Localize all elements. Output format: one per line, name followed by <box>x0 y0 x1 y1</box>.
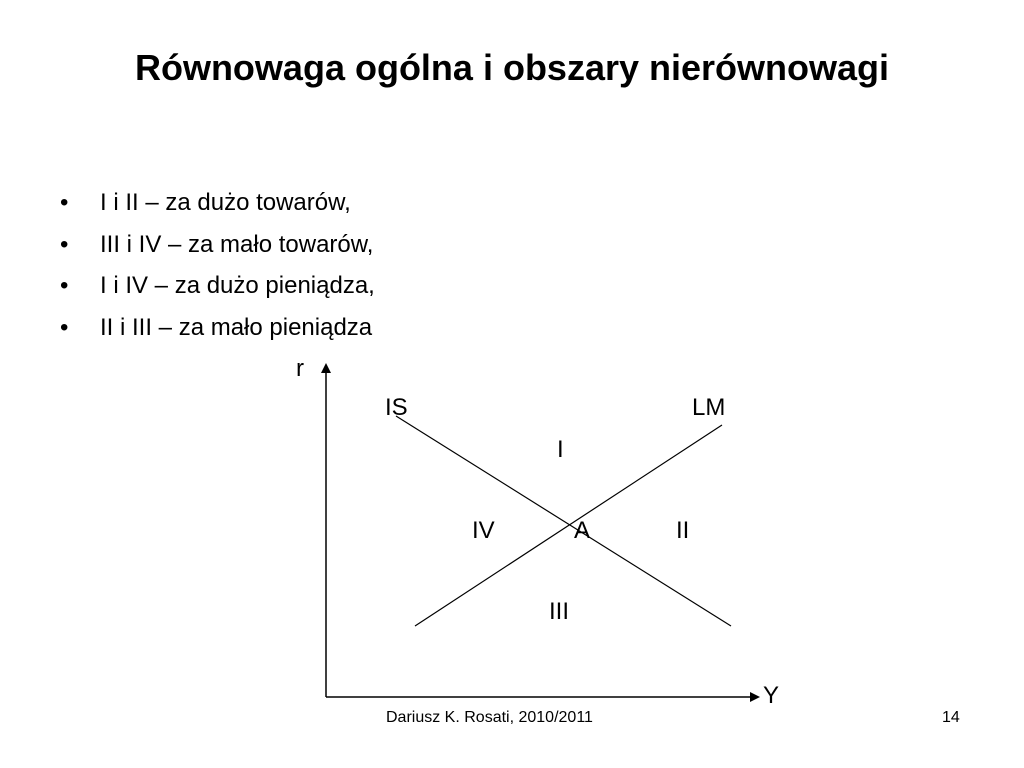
bullet-symbol: • <box>60 189 69 216</box>
footer-author: Dariusz K. Rosati, 2010/2011 <box>386 709 593 726</box>
bullet-symbol: • <box>60 230 69 258</box>
is-curve-label: IS <box>385 394 408 421</box>
region-label-right: II <box>676 517 690 544</box>
page-number: 14 <box>942 709 960 726</box>
bullet-text: I i IV – za dużo pieniądza, <box>100 272 375 299</box>
y-axis-label: r <box>296 355 304 382</box>
region-label-top: I <box>557 436 564 463</box>
region-label-bottom: III <box>549 598 570 625</box>
bullet-text: II i III – za mało pieniądza <box>100 313 373 341</box>
equilibrium-label: A <box>574 517 591 544</box>
bullet-symbol: • <box>60 272 69 299</box>
bullet-text: III i IV – za mało towarów, <box>100 230 374 258</box>
bullet-symbol: • <box>60 313 69 341</box>
bullet-text: I i II – za dużo towarów, <box>100 189 351 216</box>
lm-curve-label: LM <box>692 394 726 421</box>
region-label-left: IV <box>472 517 495 544</box>
slide-title: Równowaga ogólna i obszary nierównowagi <box>134 47 890 88</box>
x-axis-label: Y <box>763 682 780 709</box>
